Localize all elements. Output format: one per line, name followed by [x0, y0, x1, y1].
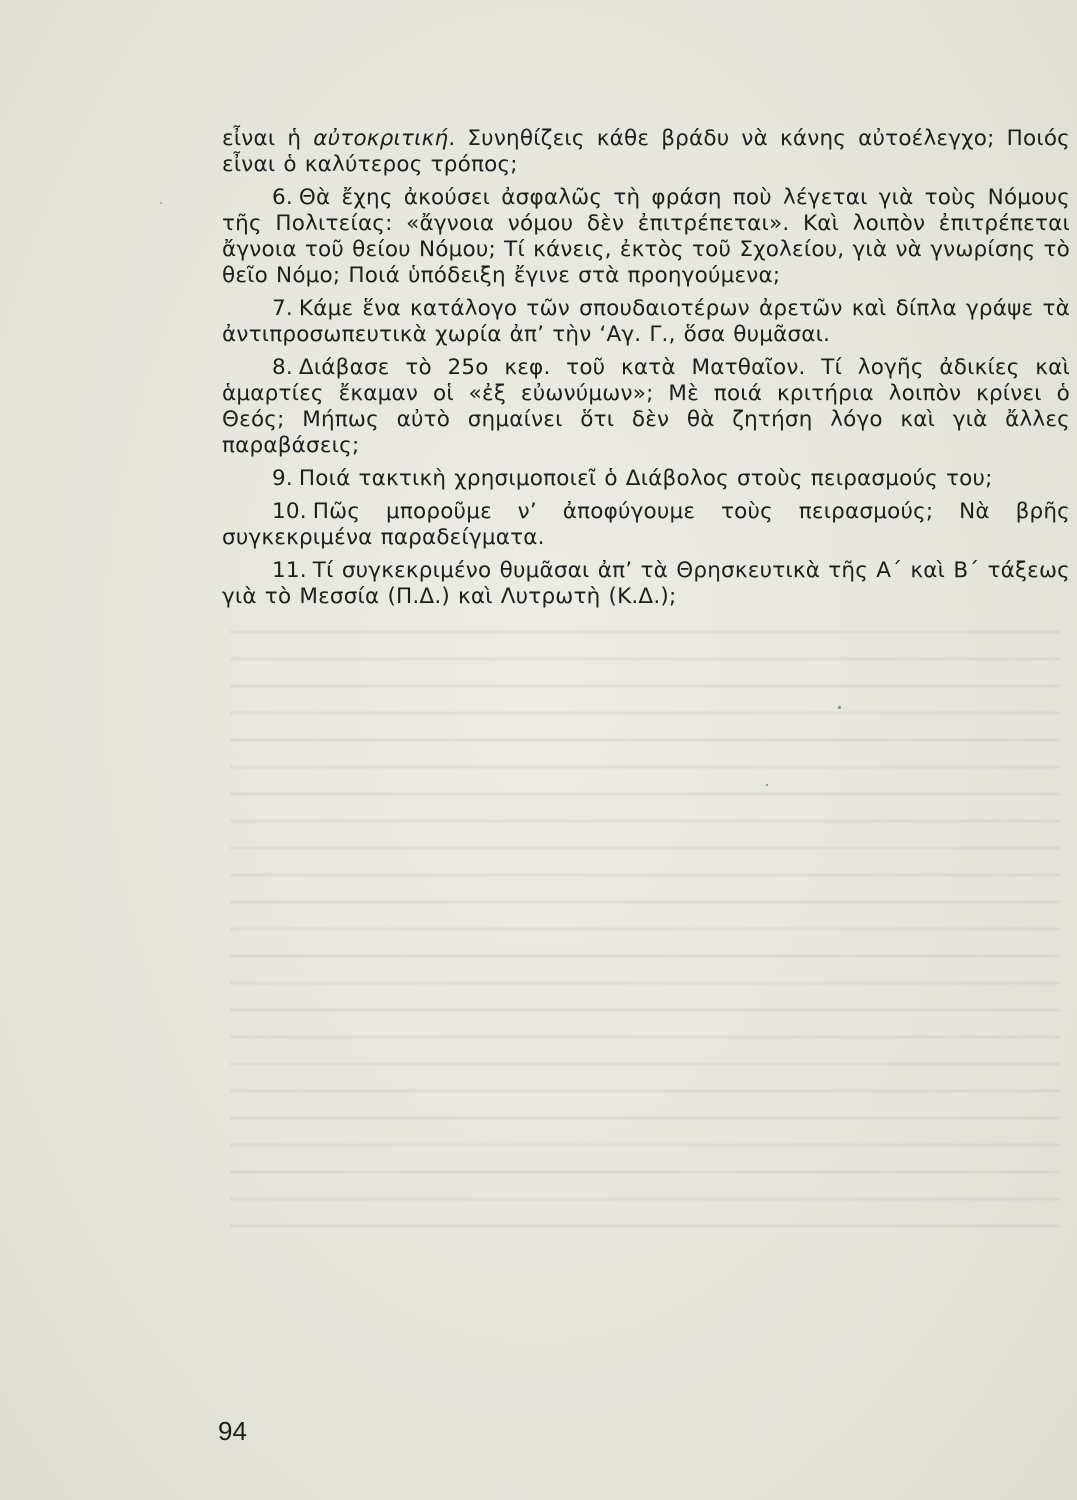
paper-speck	[160, 202, 162, 204]
question-number: 9.	[272, 466, 293, 491]
intro-paragraph	[222, 126, 1070, 178]
intro-text-italic: αὐτοκριτική	[313, 126, 449, 151]
question-number: 10.	[272, 499, 307, 524]
question-10	[222, 499, 1070, 551]
question-11	[222, 558, 1070, 610]
page-number: 94	[218, 1416, 247, 1446]
question-text: Διάβασε τὸ 25ο κεφ. τοῦ κατὰ Ματθαῖον. Τί λογῆς ἀδικίες καὶ ἁμαρτίες ἔκαμαν οἱ «ἐξ εὐωνύμων»; Μὲ ποιά κριτήρια λοιπὸν κρίνει ὁ Θεός; Μήπως αὐτὸ σημαίνει ὅτι δὲν θὰ ζητήση λόγο καὶ γιὰ ἄλλες παραβάσεις;	[222, 355, 1070, 458]
question-8	[222, 355, 1070, 459]
question-text: Πῶς μποροῦμε ν’ ἀποφύγουμε τοὺς πειρασμούς; Νὰ βρῆς συγκεκριμένα παραδείγματα.	[222, 499, 1070, 550]
paper-speck	[766, 784, 768, 786]
question-number: 6.	[272, 185, 293, 210]
question-7	[222, 296, 1070, 348]
question-text: Θὰ ἔχης ἀκούσει ἀσφαλῶς τὴ φράση ποὺ λέγεται γιὰ τοὺς Νόμους τῆς Πολιτείας: «ἄγνοια νόμου δὲν ἐπιτρέπεται». Καὶ λοιπὸν ἐπιτρέπεται ἄγνοια τοῦ θείου Νόμου; Τί κάνεις, ἐκτὸς τοῦ Σχολείου, γιὰ νὰ γνωρίσης τὸ θεῖο Νόμο; Ποιά ὑπόδειξη ἔγινε στὰ προηγούμενα;	[222, 185, 1070, 288]
paper-speck	[838, 706, 841, 709]
question-number: 8.	[272, 355, 293, 380]
question-text: Κάμε ἕνα κατάλογο τῶν σπουδαιοτέρων ἀρετῶν καὶ δίπλα γράψε τὰ ἀντιπροσωπευτικὰ χωρία ἀπ’ τὴν ‘Αγ. Γ., ὅσα θυμᾶσαι.	[222, 296, 1070, 347]
question-6	[222, 185, 1070, 289]
question-text: Ποιά τακτικὴ χρησιμοποιεῖ ὁ Διάβολος στοὺς πειρασμούς του;	[298, 466, 993, 491]
question-number: 7.	[272, 296, 293, 321]
question-9	[222, 466, 1070, 492]
question-text: Τί συγκεκριμένο θυμᾶσαι ἀπ’ τὰ Θρησκευτικὰ τῆς Α΄ καὶ Β΄ τάξεως γιὰ τὸ Μεσσία (Π.Δ.) καὶ Λυτρωτὴ (Κ.Δ.);	[222, 558, 1070, 609]
show-through-text	[230, 610, 1060, 1250]
intro-text-post: . Συνηθίζεις κάθε βράδυ νὰ κάνης αὐτοέλεγχο; Ποιός εἶναι ὁ καλύτερος τρόπος;	[222, 126, 1070, 177]
intro-text-pre: εἶναι ἡ	[222, 126, 314, 151]
main-text	[222, 126, 1070, 617]
question-number: 11.	[272, 558, 307, 583]
